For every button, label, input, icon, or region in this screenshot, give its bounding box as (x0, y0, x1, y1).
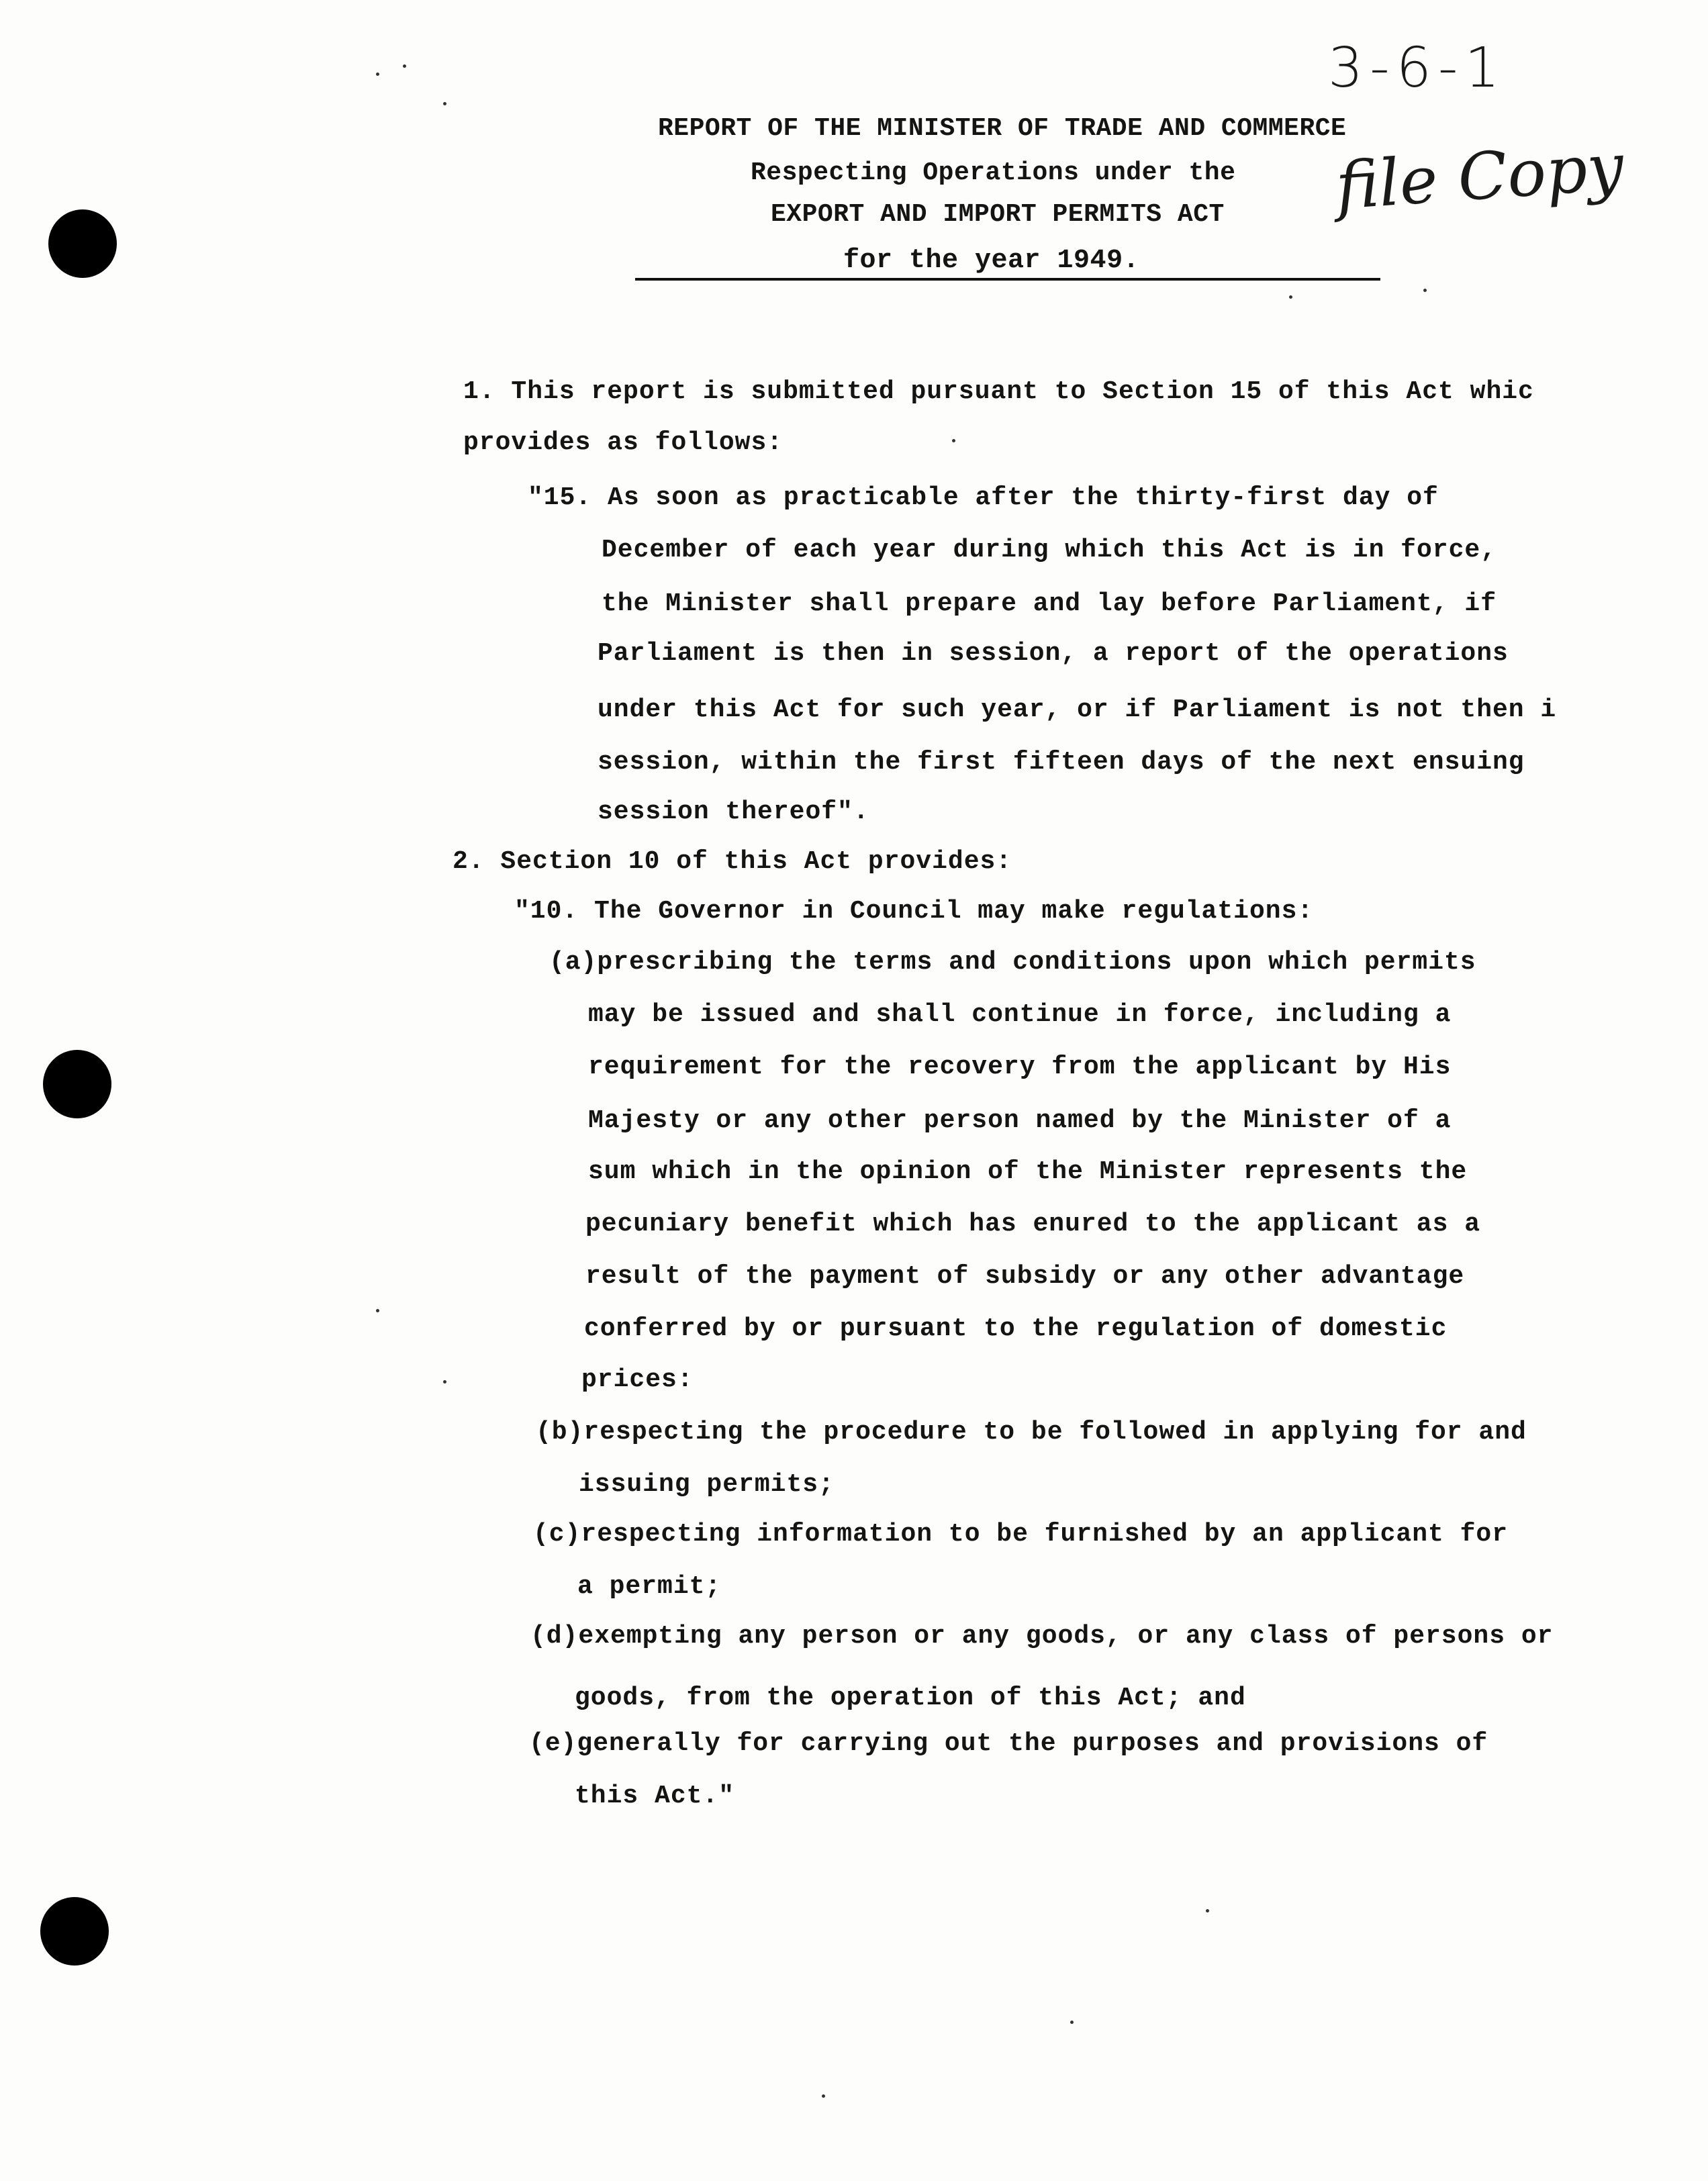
text-line: session thereof". (598, 797, 869, 826)
text-line: goods, from the operation of this Act; and (575, 1684, 1246, 1712)
report-title: REPORT OF THE MINISTER OF TRADE AND COMMERCE (658, 114, 1347, 143)
handwritten-file-number: 3-6-1 (1328, 36, 1507, 100)
punch-hole-middle (43, 1050, 111, 1118)
punch-hole-top (48, 209, 117, 278)
text-line: (b)respecting the procedure to be followed in applying for and (536, 1418, 1527, 1447)
text-line: provides as follows: (463, 428, 784, 457)
text-line: December of each year during which this Act is in force, (602, 536, 1497, 565)
text-line: (e)generally for carrying out the purposes and provisions of (529, 1729, 1488, 1758)
report-subtitle: Respecting Operations under the (751, 158, 1236, 187)
text-line: "15. As soon as practicable after the thirty-first day of (528, 483, 1439, 512)
text-line: pecuniary benefit which has enured to the applicant as a (585, 1210, 1481, 1239)
report-year: for the year 1949. (843, 246, 1140, 276)
text-line: (a)prescribing the terms and conditions upon which permits (549, 948, 1476, 977)
text-line: Parliament is then in session, a report of the operations (598, 639, 1509, 668)
text-line: this Act." (575, 1782, 735, 1810)
text-line: (d)exempting any person or any goods, or any class of persons or (530, 1622, 1554, 1651)
text-line: issuing permits; (579, 1470, 835, 1499)
text-line: the Minister shall prepare and lay before Parliament, if (602, 589, 1497, 618)
act-title: EXPORT AND IMPORT PERMITS ACT (771, 200, 1225, 229)
text-line: sum which in the opinion of the Minister represents the (588, 1157, 1468, 1186)
text-line: result of the payment of subsidy or any other advantage (585, 1262, 1465, 1291)
text-line: 2. Section 10 of this Act provides: (453, 847, 1012, 876)
handwritten-file-copy-note: file Copy (1333, 129, 1626, 224)
text-line: 1. This report is submitted pursuant to Section 15 of this Act whic (463, 377, 1534, 406)
text-line: Majesty or any other person named by the Minister of a (588, 1106, 1452, 1135)
text-line: (c)respecting information to be furnished by an applicant for (533, 1520, 1509, 1549)
text-line: "10. The Governor in Council may make regulations: (514, 897, 1314, 926)
punch-hole-bottom (40, 1897, 109, 1966)
text-line: conferred by or pursuant to the regulation of domestic (584, 1314, 1448, 1343)
text-line: session, within the first fifteen days of the next ensuing (598, 748, 1525, 777)
text-line: requirement for the recovery from the applicant by His (588, 1053, 1452, 1081)
text-line: prices: (581, 1365, 694, 1394)
text-line: under this Act for such year, or if Parliament is not then i (598, 695, 1557, 724)
heading-underline (635, 278, 1380, 281)
text-line: a permit; (577, 1572, 722, 1601)
text-line: may be issued and shall continue in force, including a (588, 1000, 1452, 1029)
